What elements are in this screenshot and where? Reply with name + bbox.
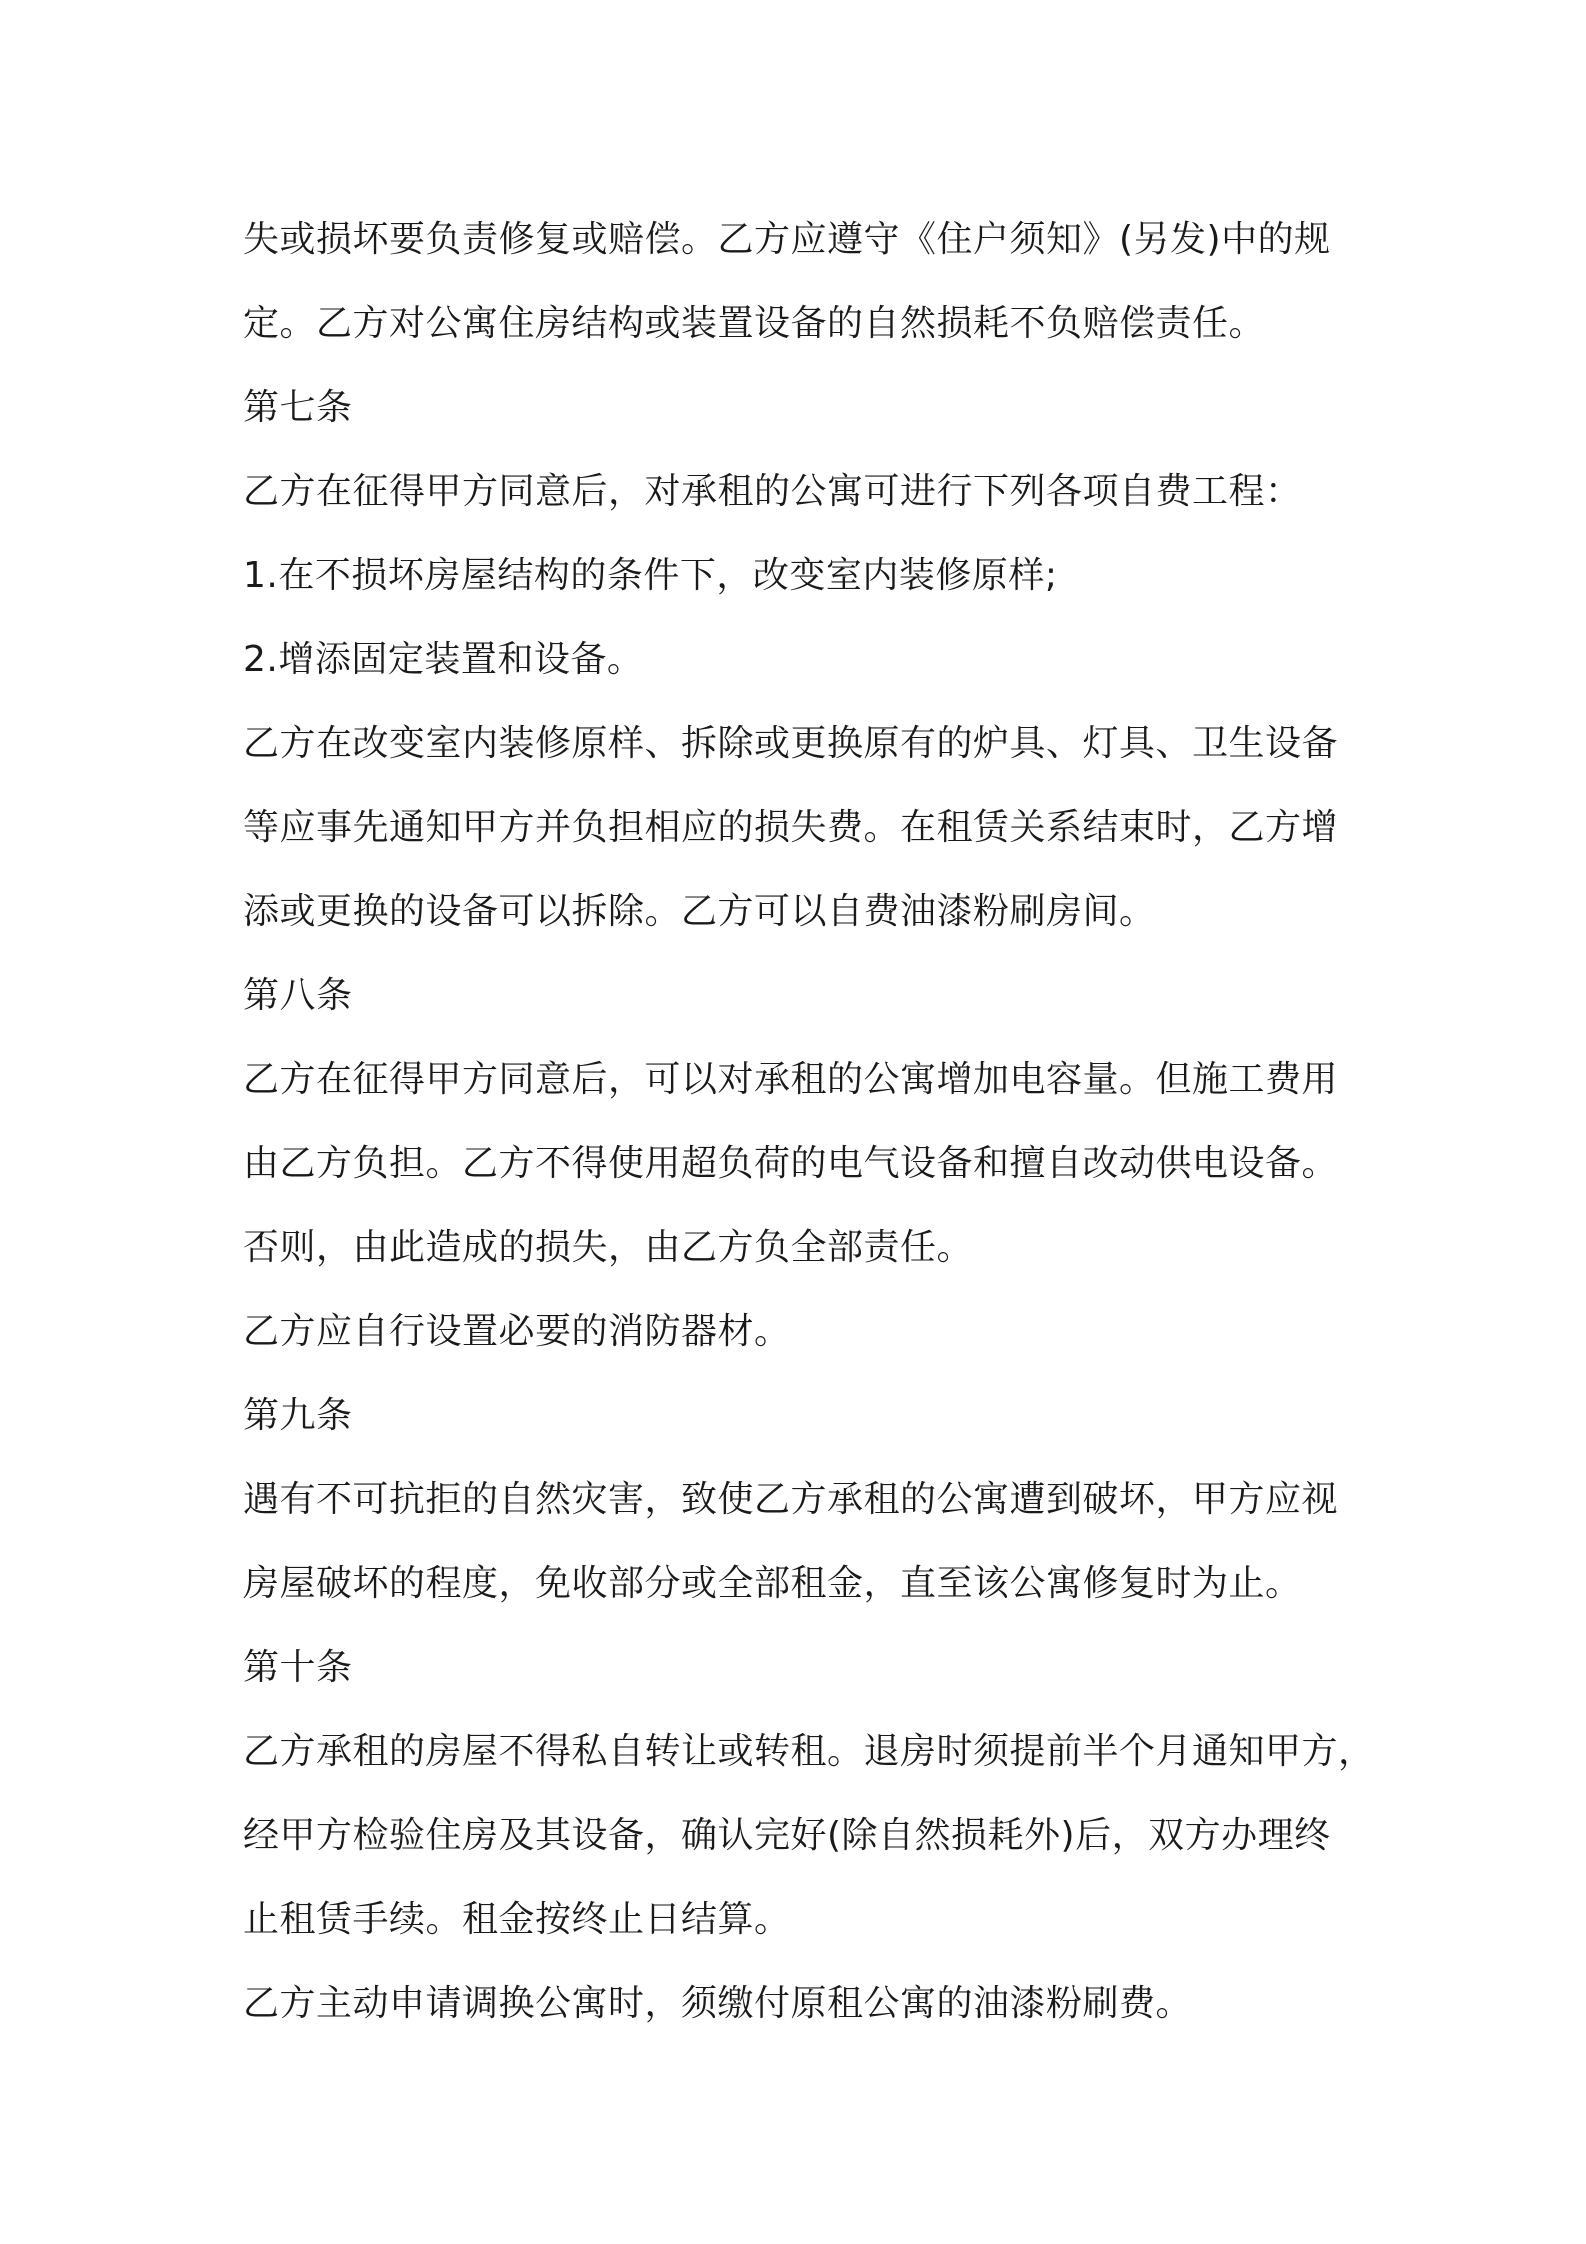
- text-line: 失或损坏要负责修复或赔偿。乙方应遵守《住户须知》(另发)中的规: [243, 219, 1331, 260]
- article-heading: 第八条: [243, 975, 353, 1016]
- text-line: 由乙方负担。乙方不得使用超负荷的电气设备和擅自改动供电设备。: [243, 1143, 1339, 1184]
- text-line: 否则，由此造成的损失，由乙方负全部责任。: [243, 1227, 974, 1268]
- text-line: 乙方在征得甲方同意后，对承租的公寓可进行下列各项自费工程：: [243, 471, 1302, 512]
- text-line: 遇有不可抗拒的自然灾害，致使乙方承租的公寓遭到破坏，甲方应视: [243, 1479, 1339, 1520]
- article-heading: 第九条: [243, 1395, 353, 1436]
- text-line: 乙方在改变室内装修原样、拆除或更换原有的炉具、灯具、卫生设备: [243, 723, 1339, 764]
- text-line: 乙方在征得甲方同意后，可以对承租的公寓增加电容量。但施工费用: [243, 1059, 1339, 1100]
- text-line: 房屋破坏的程度，免收部分或全部租金，直至该公寓修复时为止。: [243, 1563, 1302, 1604]
- list-item: 1.在不损坏房屋结构的条件下，改变室内装修原样;: [243, 555, 1058, 596]
- article-heading: 第十条: [243, 1647, 353, 1688]
- article-heading: 第七条: [243, 387, 353, 428]
- list-item: 2.增添固定装置和设备。: [243, 639, 644, 680]
- text-line: 等应事先通知甲方并负担相应的损失费。在租赁关系结束时，乙方增: [243, 807, 1339, 848]
- text-line: 止租赁手续。租金按终止日结算。: [243, 1899, 791, 1940]
- document-body: [243, 198, 1373, 2046]
- text-line: 乙方主动申请调换公寓时，须缴付原租公寓的油漆粉刷费。: [243, 1983, 1193, 2024]
- text-line: 乙方承租的房屋不得私自转让或转租。退房时须提前半个月通知甲方，: [243, 1731, 1375, 1772]
- text-line: 乙方应自行设置必要的消防器材。: [243, 1311, 791, 1352]
- text-line: 定。乙方对公寓住房结构或装置设备的自然损耗不负赔偿责任。: [243, 303, 1266, 344]
- text-line: 添或更换的设备可以拆除。乙方可以自费油漆粉刷房间。: [243, 891, 1156, 932]
- text-line: 经甲方检验住房及其设备，确认完好(除自然损耗外)后，双方办理终: [243, 1815, 1331, 1856]
